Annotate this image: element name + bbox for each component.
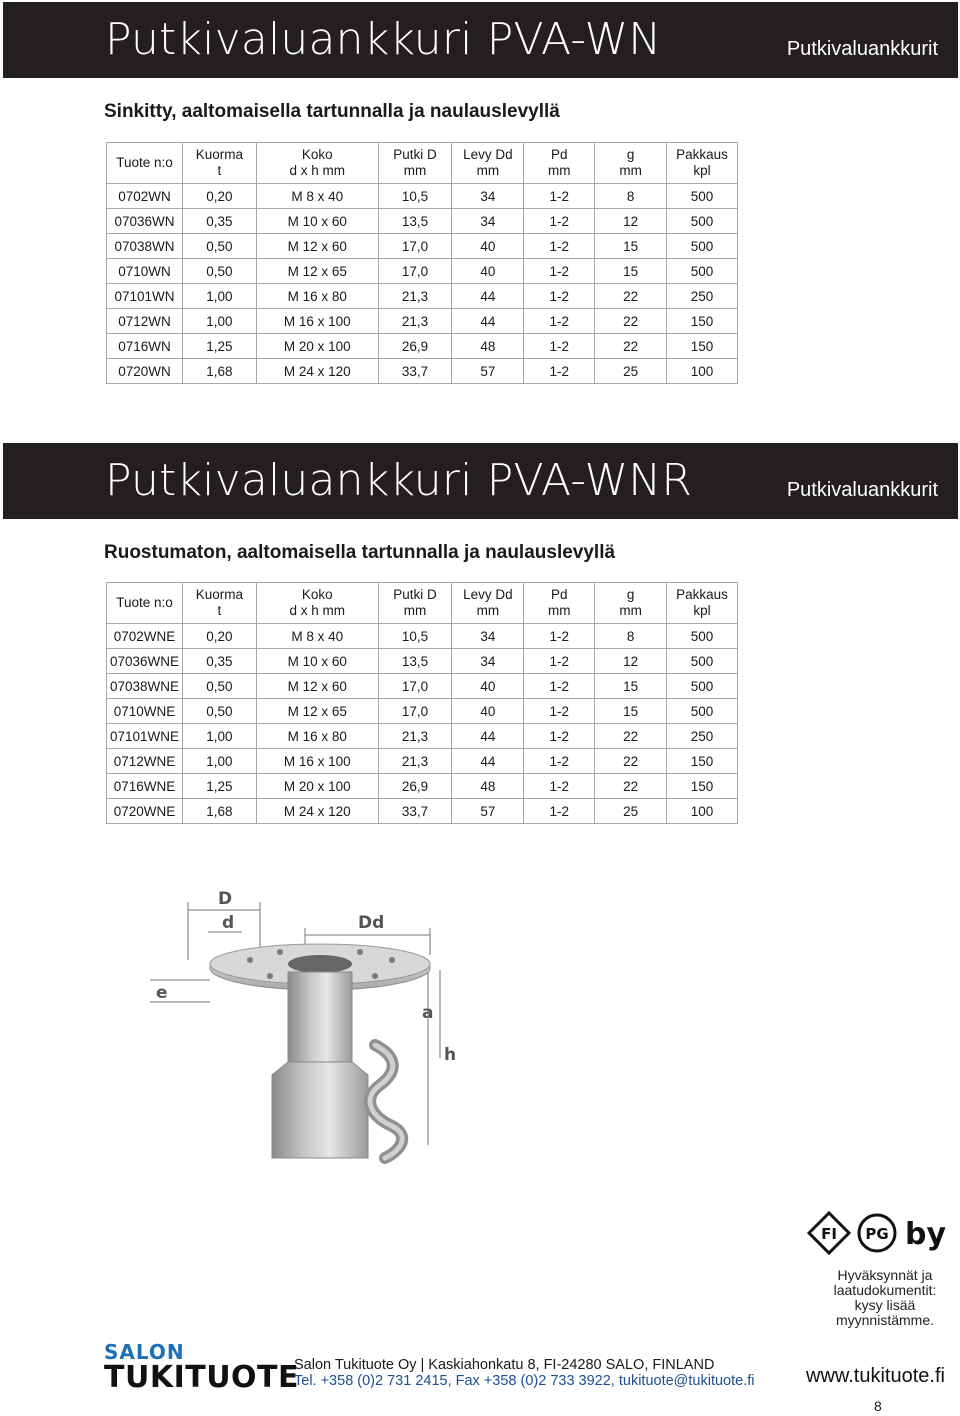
table-cell: 15	[595, 259, 667, 284]
table-cell: 500	[667, 699, 738, 724]
table-cell: 1-2	[524, 359, 595, 384]
table-cell: M 20 x 100	[256, 774, 378, 799]
table-cell: 250	[667, 284, 738, 309]
column-header	[595, 583, 667, 624]
table-cell: 8	[595, 184, 667, 209]
table-cell: 21,3	[378, 724, 452, 749]
column-header	[667, 583, 738, 624]
column-header-line: Levy Dd	[463, 147, 513, 162]
table-cell: M 12 x 65	[256, 259, 378, 284]
table-cell: 0710WNE	[107, 699, 183, 724]
table-cell: 57	[452, 359, 524, 384]
section-title: Putkivaluankkuri PVA-WN	[105, 14, 662, 65]
column-header-unit: t	[217, 603, 222, 618]
approval-marks	[805, 1208, 955, 1258]
table-cell: 13,5	[378, 649, 452, 674]
table-row	[107, 799, 738, 824]
table-cell: 500	[667, 184, 738, 209]
table-cell: 100	[667, 359, 738, 384]
table-cell: 1-2	[524, 184, 595, 209]
section-title: Putkivaluankkuri PVA-WNR	[105, 455, 693, 506]
table-cell: 17,0	[378, 699, 452, 724]
table-cell: M 24 x 120	[256, 359, 378, 384]
table-cell: M 12 x 65	[256, 699, 378, 724]
table-cell: M 16 x 80	[256, 284, 378, 309]
column-header-line: Kuorma	[195, 147, 244, 162]
table-cell: 1,00	[182, 749, 256, 774]
table-row	[107, 209, 738, 234]
table-cell: 07101WNE	[107, 724, 183, 749]
table-cell: 12	[595, 209, 667, 234]
section-banner-wnr	[3, 443, 958, 519]
table-cell: 07038WNE	[107, 674, 183, 699]
svg-text:FI: FI	[821, 1225, 837, 1243]
column-header	[107, 583, 183, 624]
table-row	[107, 309, 738, 334]
dim-label-Dd: Dd	[358, 913, 385, 933]
table-row	[107, 774, 738, 799]
table-cell: 10,5	[378, 184, 452, 209]
table-cell: 150	[667, 334, 738, 359]
table-cell: 57	[452, 799, 524, 824]
table-cell: M 16 x 100	[256, 309, 378, 334]
table-cell: 21,3	[378, 749, 452, 774]
table-cell: 40	[452, 259, 524, 284]
table-cell: 44	[452, 724, 524, 749]
column-header-line: Levy Dd	[463, 587, 513, 602]
logo-line-2: TUKITUOTE	[104, 1360, 300, 1395]
table-cell: 0,50	[182, 699, 256, 724]
table-cell: 1,00	[182, 284, 256, 309]
company-address: Kaskiahonkatu 8, FI-24280 SALO, FINLAND	[428, 1357, 715, 1373]
table-cell: 40	[452, 699, 524, 724]
column-header-line: g	[626, 147, 635, 162]
table-cell: 0,50	[182, 674, 256, 699]
column-header-line: Putki D	[393, 587, 437, 602]
table-cell: 0702WN	[107, 184, 183, 209]
column-header-unit: mm	[476, 163, 500, 178]
table-cell: M 10 x 60	[256, 209, 378, 234]
table-cell: 1-2	[524, 674, 595, 699]
page-number: 8	[874, 1398, 882, 1414]
column-header-unit: mm	[619, 163, 642, 178]
approval-line: myynnistämme.	[835, 1312, 935, 1328]
column-header	[595, 143, 667, 184]
table-cell: 07036WNE	[107, 649, 183, 674]
table-cell: 33,7	[378, 799, 452, 824]
table-cell: 500	[667, 259, 738, 284]
fi-mark-icon	[809, 1213, 849, 1253]
contact-info: Salon Tukituote Oy | Kaskiahonkatu 8, FI-24280 SALO, FINLAND Tel. +358 (0)2 731 2415, Fax +358 (0)2 733 3922, tukituote@tukituote.fi	[294, 1357, 755, 1389]
column-header-unit: mm	[403, 163, 427, 178]
by-mark-icon	[905, 1217, 946, 1252]
column-header	[524, 583, 595, 624]
table-cell: 34	[452, 649, 524, 674]
table-header-row	[107, 143, 738, 184]
table-cell: 0712WN	[107, 309, 183, 334]
column-header-unit: kpl	[693, 163, 711, 178]
table-cell: M 16 x 100	[256, 749, 378, 774]
table-cell: 0,20	[182, 624, 256, 649]
table-cell: 17,0	[378, 259, 452, 284]
table-cell: 40	[452, 674, 524, 699]
column-header-line: Tuote n:o	[116, 155, 173, 170]
column-header	[452, 143, 524, 184]
table-cell: 12	[595, 649, 667, 674]
approval-line: Hyväksynnät ja	[837, 1267, 933, 1283]
table-cell: 1,68	[182, 799, 256, 824]
table-cell: 15	[595, 234, 667, 259]
table-cell: 500	[667, 234, 738, 259]
dim-label-d: d	[222, 913, 235, 933]
table-cell: 1-2	[524, 234, 595, 259]
table-cell: 25	[595, 359, 667, 384]
table-cell: M 8 x 40	[256, 624, 378, 649]
table-cell: M 24 x 120	[256, 799, 378, 824]
table-row	[107, 259, 738, 284]
table-cell: 150	[667, 749, 738, 774]
section-subtitle: Ruostumaton, aaltomaisella tartunnalla ja naulauslevyllä	[104, 542, 616, 563]
table-row	[107, 184, 738, 209]
table-cell: 15	[595, 674, 667, 699]
table-cell: 40	[452, 234, 524, 259]
column-header	[378, 143, 452, 184]
table-cell: 21,3	[378, 309, 452, 334]
table-cell: 0,35	[182, 649, 256, 674]
column-header-line: Pakkaus	[676, 147, 728, 162]
table-cell: 0,35	[182, 209, 256, 234]
table-header-row	[107, 583, 738, 624]
table-cell: 250	[667, 724, 738, 749]
table-row	[107, 724, 738, 749]
table-cell: M 20 x 100	[256, 334, 378, 359]
column-header	[256, 583, 378, 624]
table-cell: 22	[595, 284, 667, 309]
table-cell: 15	[595, 699, 667, 724]
table-cell: 0,50	[182, 259, 256, 284]
table-cell: 26,9	[378, 334, 452, 359]
approval-line: kysy lisää	[854, 1297, 916, 1313]
table-cell: 1-2	[524, 724, 595, 749]
table-cell: 8	[595, 624, 667, 649]
table-cell: 500	[667, 674, 738, 699]
table-cell: 150	[667, 309, 738, 334]
table-cell: 1-2	[524, 774, 595, 799]
table-cell: 0720WNE	[107, 799, 183, 824]
table-cell: 1-2	[524, 699, 595, 724]
table-cell: 0716WNE	[107, 774, 183, 799]
table-cell: 1-2	[524, 209, 595, 234]
column-header-line: Kuorma	[195, 587, 244, 602]
dim-label-D: D	[218, 889, 233, 909]
spec-table-wn	[106, 142, 738, 384]
table-cell: M 12 x 60	[256, 674, 378, 699]
table-cell: 0,20	[182, 184, 256, 209]
table-cell: 17,0	[378, 234, 452, 259]
column-header-line: g	[626, 587, 635, 602]
table-cell: 150	[667, 774, 738, 799]
table-row	[107, 284, 738, 309]
table-cell: 0,50	[182, 234, 256, 259]
svg-text:by: by	[905, 1217, 947, 1252]
table-cell: 10,5	[378, 624, 452, 649]
table-cell: 34	[452, 184, 524, 209]
table-cell: 33,7	[378, 359, 452, 384]
column-header	[667, 143, 738, 184]
column-header	[378, 583, 452, 624]
company-logo	[104, 1340, 299, 1395]
website-link[interactable]: www.tukituote.fi	[806, 1365, 945, 1387]
dim-label-h: h	[444, 1045, 457, 1065]
column-header-line: Koko	[301, 587, 333, 602]
table-cell: 34	[452, 624, 524, 649]
column-header-unit: mm	[547, 163, 571, 178]
table-cell: 1-2	[524, 749, 595, 774]
table-cell: 13,5	[378, 209, 452, 234]
table-cell: 0702WNE	[107, 624, 183, 649]
table-row	[107, 624, 738, 649]
table-row	[107, 334, 738, 359]
column-header	[256, 143, 378, 184]
table-cell: 1,00	[182, 309, 256, 334]
table-cell: 07101WN	[107, 284, 183, 309]
table-cell: 0712WNE	[107, 749, 183, 774]
dim-label-e: e	[156, 983, 168, 1003]
column-header-unit: mm	[476, 603, 500, 618]
dim-label-a: a	[422, 1003, 434, 1023]
category-label: Putkivaluankkurit	[786, 479, 938, 501]
column-header	[182, 583, 256, 624]
pg-mark-icon	[859, 1215, 895, 1251]
approval-text	[780, 1268, 960, 1328]
column-header-line: Putki D	[393, 147, 437, 162]
table-row	[107, 234, 738, 259]
column-header	[182, 143, 256, 184]
contact-line: Tel. +358 (0)2 731 2415, Fax +358 (0)2 733 3922, tukituote@tukituote.fi	[294, 1373, 755, 1389]
column-header-line: Pd	[550, 587, 568, 602]
table-row	[107, 674, 738, 699]
table-cell: 1-2	[524, 284, 595, 309]
table-cell: 1-2	[524, 624, 595, 649]
column-header-unit: d x h mm	[289, 603, 345, 618]
table-cell: 1,00	[182, 724, 256, 749]
table-cell: 07036WN	[107, 209, 183, 234]
table-cell: 25	[595, 799, 667, 824]
table-cell: 22	[595, 309, 667, 334]
svg-text:PG: PG	[865, 1225, 889, 1243]
table-row	[107, 699, 738, 724]
table-cell: 44	[452, 284, 524, 309]
table-cell: 1-2	[524, 259, 595, 284]
table-row	[107, 359, 738, 384]
column-header-line: Koko	[301, 147, 333, 162]
table-cell: 22	[595, 334, 667, 359]
logo-line-1: SALON	[104, 1340, 185, 1364]
column-header-unit: mm	[403, 603, 427, 618]
column-header-unit: mm	[619, 603, 642, 618]
table-cell: 1-2	[524, 334, 595, 359]
column-header-line: Pakkaus	[676, 587, 728, 602]
table-cell: 500	[667, 649, 738, 674]
column-header-unit: t	[217, 163, 222, 178]
table-cell: 500	[667, 209, 738, 234]
table-cell: 0720WN	[107, 359, 183, 384]
column-header	[452, 583, 524, 624]
table-cell: M 16 x 80	[256, 724, 378, 749]
table-cell: 22	[595, 749, 667, 774]
table-row	[107, 749, 738, 774]
section-banner-wn	[3, 2, 958, 78]
column-header	[524, 143, 595, 184]
category-label: Putkivaluankkurit	[786, 38, 938, 60]
approval-line: laatudokumentit:	[833, 1282, 937, 1298]
column-header-line: Tuote n:o	[116, 595, 173, 610]
table-cell: 44	[452, 309, 524, 334]
anchor-diagram	[130, 880, 490, 1170]
section-subtitle: Sinkitty, aaltomaisella tartunnalla ja naulauslevyllä	[104, 101, 560, 122]
table-cell: 21,3	[378, 284, 452, 309]
table-cell: 17,0	[378, 674, 452, 699]
table-cell: 1,25	[182, 334, 256, 359]
table-cell: 26,9	[378, 774, 452, 799]
column-header-unit: kpl	[693, 603, 711, 618]
table-cell: 1,25	[182, 774, 256, 799]
table-cell: 1-2	[524, 309, 595, 334]
company-name: Salon Tukituote Oy	[294, 1357, 417, 1373]
table-cell: 44	[452, 749, 524, 774]
table-cell: 0710WN	[107, 259, 183, 284]
table-cell: 22	[595, 724, 667, 749]
table-cell: 07038WN	[107, 234, 183, 259]
table-cell: M 10 x 60	[256, 649, 378, 674]
table-cell: 48	[452, 334, 524, 359]
table-row	[107, 649, 738, 674]
column-header	[107, 143, 183, 184]
table-cell: 1,68	[182, 359, 256, 384]
table-cell: 100	[667, 799, 738, 824]
column-header-unit: mm	[547, 603, 571, 618]
table-cell: 48	[452, 774, 524, 799]
table-cell: 1-2	[524, 799, 595, 824]
spec-table-wnr	[106, 582, 738, 824]
column-header-line: Pd	[550, 147, 568, 162]
table-cell: M 8 x 40	[256, 184, 378, 209]
table-cell: 0716WN	[107, 334, 183, 359]
column-header-unit: d x h mm	[289, 163, 345, 178]
table-cell: M 12 x 60	[256, 234, 378, 259]
table-cell: 1-2	[524, 649, 595, 674]
table-cell: 500	[667, 624, 738, 649]
table-cell: 22	[595, 774, 667, 799]
table-cell: 34	[452, 209, 524, 234]
